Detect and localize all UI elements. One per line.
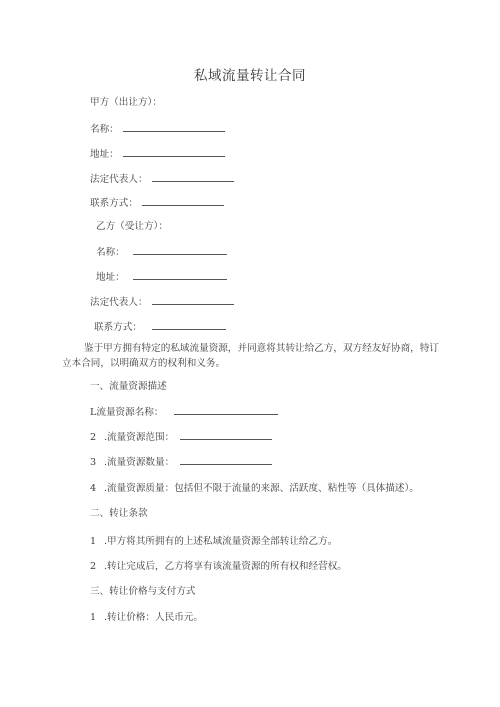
party-b-contact-label: 联系方式： <box>94 322 142 333</box>
section-3-heading: 三、转让价格与支付方式 <box>90 586 196 597</box>
section-1-item-2-number: 2 <box>90 432 97 443</box>
section-2-item-2-number: 2 <box>90 561 97 572</box>
section-1-item-3 <box>90 455 272 470</box>
section-1-item-2 <box>90 430 272 445</box>
section-2-item-1 <box>90 535 337 549</box>
party-b-contact-blank <box>152 320 226 330</box>
party-a-rep <box>90 172 234 187</box>
section-1-item-2-label: .流量资源范围： <box>104 432 175 443</box>
party-a-heading: 甲方（出让方）： <box>90 97 162 108</box>
section-2-item-1-label: .甲方将其所拥有的上述私域流量资源全部转让给乙方。 <box>104 536 338 547</box>
party-b-address-label: 地址： <box>96 272 125 283</box>
party-a-name-blank <box>123 122 225 132</box>
section-2-item-2-label: .转让完成后，乙方将享有该流量资源的所有权和经营权。 <box>104 561 347 572</box>
document-title: 私域流量转让合同 <box>194 68 306 84</box>
party-b-rep-label: 法定代表人： <box>90 297 148 308</box>
party-a-rep-label: 法定代表人： <box>90 174 148 185</box>
party-a-address <box>90 147 225 162</box>
section-2-item-1-number: 1 <box>90 536 97 547</box>
party-a-name-label: 名称： <box>90 124 119 135</box>
party-b-address-blank <box>133 270 227 280</box>
section-3-item-1-label: .转让价格：人民币元。 <box>104 612 203 623</box>
section-1-heading: 一、流量资源描述 <box>90 381 167 392</box>
party-b-rep <box>90 295 234 310</box>
party-a-address-blank <box>123 147 225 157</box>
section-1-item-4 <box>90 482 419 496</box>
section-1-item-1 <box>90 405 278 420</box>
section-3-item-1-number: 1 <box>90 612 97 623</box>
party-b-name-label: 名称： <box>96 247 125 258</box>
party-a-address-label: 地址： <box>90 149 119 160</box>
section-2-item-2 <box>90 560 347 574</box>
section-1-item-3-label: .流量资源数量： <box>104 457 175 468</box>
section-1-item-1-blank <box>174 405 278 415</box>
party-a-rep-blank <box>152 172 234 182</box>
party-a-contact <box>90 196 224 211</box>
party-b-address <box>96 270 227 285</box>
party-b-name <box>96 245 227 260</box>
section-1-item-1-label: L流量资源名称： <box>90 407 164 418</box>
party-b-name-blank <box>133 245 227 255</box>
party-a-contact-label: 联系方式： <box>90 198 138 209</box>
section-1-item-4-label: .流量资源质量：包括但不限于流量的来源、活跃度、粘性等（具体描述）。 <box>104 483 419 494</box>
section-3-item-1 <box>90 611 203 625</box>
party-a-name <box>90 122 225 137</box>
party-b-rep-blank <box>152 295 234 305</box>
section-1-item-3-blank <box>180 455 272 465</box>
section-2-heading: 二、转让条款 <box>90 508 148 519</box>
party-a-contact-blank <box>142 196 224 206</box>
intro-paragraph: 鉴于甲方拥有特定的私域流量资源，并同意将其转让给乙方，双方经友好协商，特订立本合同，以明确双方的权利和义务。 <box>62 343 439 369</box>
party-b-heading: 乙方（受让方）： <box>96 221 168 232</box>
section-1-item-4-number: 4 <box>90 483 97 494</box>
section-1-item-2-blank <box>180 430 272 440</box>
section-1-item-3-number: 3 <box>90 457 97 468</box>
party-b-contact <box>94 320 226 335</box>
